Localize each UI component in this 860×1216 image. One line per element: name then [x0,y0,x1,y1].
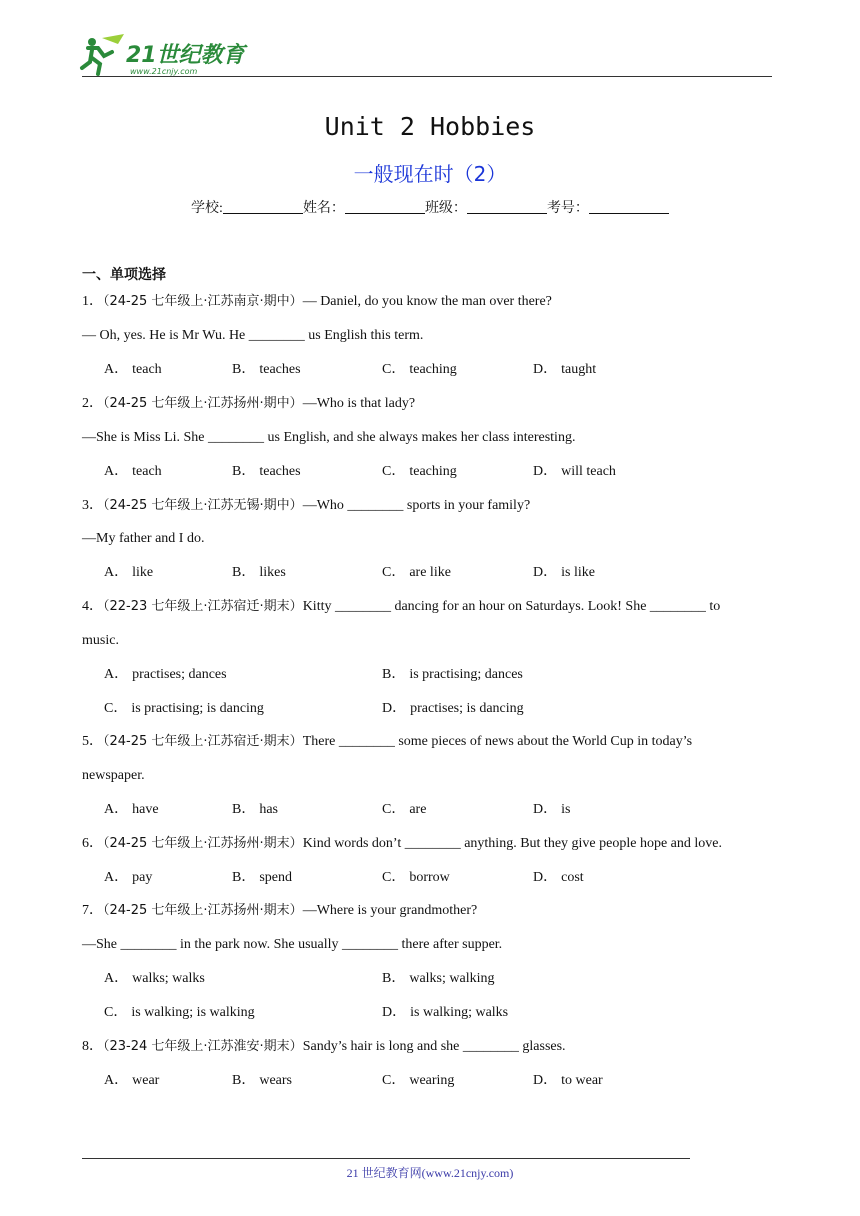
name-blank[interactable] [345,199,425,214]
footer-rule [82,1158,690,1159]
q4-option-b[interactable]: B． is practising; dances [382,667,523,682]
q6-option-b[interactable]: B． spend [232,870,293,885]
q4-option-d[interactable]: D． practises; is dancing [382,701,524,716]
q7-option-a[interactable]: A． walks; walks [104,971,205,986]
q2-option-a[interactable]: A． teach [104,464,162,479]
q8-option-b[interactable]: B． wears [232,1073,292,1088]
q3-option-c[interactable]: C． are like [382,565,451,580]
question-4: 4．（22-23 七年级上·江苏宿迁·期末）Kitty ________ dancing for an hour on Saturdays. Look! She ________ to [82,599,721,614]
q8-option-d[interactable]: D． to wear [533,1073,603,1088]
exam-no-blank[interactable] [589,199,669,214]
q3-option-d[interactable]: D． is like [533,565,595,580]
question-2: 2．（24-25 七年级上·江苏扬州·期中）—Who is that lady? [82,396,416,411]
question-7: 7．（24-25 七年级上·江苏扬州·期末）—Where is your grandmother? [82,903,478,918]
q1-option-a[interactable]: A． teach [104,362,162,377]
q7-option-b[interactable]: B． walks; walking [382,971,495,986]
q7-option-d[interactable]: D． is walking; walks [382,1005,509,1020]
question-8: 8．（23-24 七年级上·江苏淮安·期末）Sandy’s hair is long and she ________ glasses. [82,1039,566,1054]
q1-option-b[interactable]: B． teaches [232,362,301,377]
q2-option-d[interactable]: D． will teach [533,464,616,479]
q7-option-c[interactable]: C． is walking; is walking [104,1005,255,1020]
section-title: 一、单项选择 [82,267,166,283]
q4-option-c[interactable]: C． is practising; is dancing [104,701,264,716]
q1-option-c[interactable]: C． teaching [382,362,457,377]
name-label: 姓名： [302,201,345,216]
q1-option-d[interactable]: D． taught [533,362,597,377]
question-3-line-2: —My father and I do. [82,531,205,546]
question-5-line-2: newspaper. [82,768,145,783]
question-1-line-2: — Oh, yes. He is Mr Wu. He ________ us English this term. [82,328,424,343]
q8-option-c[interactable]: C． wearing [382,1073,455,1088]
q4-option-a[interactable]: A． practises; dances [104,667,227,682]
q5-option-b[interactable]: B． has [232,802,279,817]
logo-text: 21世纪教育 [126,43,245,68]
q6-option-d[interactable]: D． cost [533,870,584,885]
class-label: 班级： [424,201,467,216]
question-5: 5．（24-25 七年级上·江苏宿迁·期末）There ________ some pieces of news about the World Cup in today’s [82,734,693,749]
student-info-line [0,197,860,217]
page-title: Unit 2 Hobbies [324,112,536,141]
q5-option-d[interactable]: D． is [533,802,571,817]
page-footer[interactable]: 21 世纪教育网(www.21cnjy.com) [346,1166,514,1180]
q3-option-b[interactable]: B． likes [232,565,286,580]
q5-option-a[interactable]: A． have [104,802,159,817]
header-rule [82,76,772,77]
logo-url: www.21cnjy.com [130,67,198,76]
q2-option-c[interactable]: C． teaching [382,464,457,479]
question-3: 3．（24-25 七年级上·江苏无锡·期中）—Who ________ sports in your family? [82,498,531,513]
q6-option-c[interactable]: C． borrow [382,870,450,885]
question-6: 6．（24-25 七年级上·江苏扬州·期末）Kind words don’t ________ anything. But they give people hope and love. [82,836,722,851]
exam-no-label: 考号： [546,201,589,216]
question-4-line-2: music. [82,633,119,648]
school-label: 学校: [191,201,223,216]
page-subtitle: 一般现在时（2） [353,162,507,186]
class-blank[interactable] [467,199,547,214]
question-1: 1．（24-25 七年级上·江苏南京·期中）— Daniel, do you know the man over there? [82,294,552,309]
q2-option-b[interactable]: B． teaches [232,464,301,479]
q3-option-a[interactable]: A． like [104,565,154,580]
q8-option-a[interactable]: A． wear [104,1073,160,1088]
school-blank[interactable] [223,199,303,214]
question-2-line-2: —She is Miss Li. She ________ us English, and she always makes her class interesting. [82,430,576,445]
q5-option-c[interactable]: C． are [382,802,427,817]
site-logo [78,34,248,78]
question-7-line-2: —She ________ in the park now. She usually ________ there after supper. [82,937,503,952]
q6-option-a[interactable]: A． pay [104,870,153,885]
